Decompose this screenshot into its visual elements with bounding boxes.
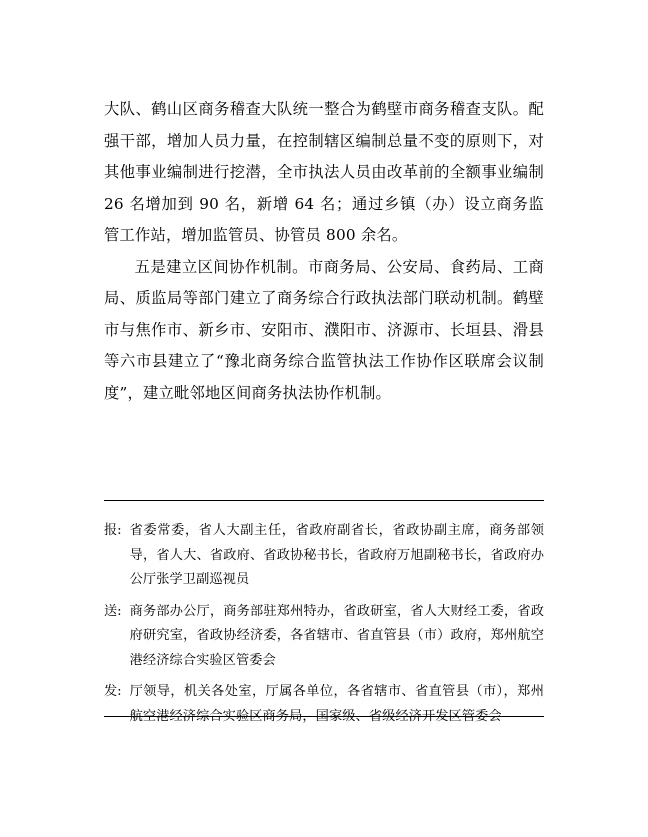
distribution-row-report [104,519,544,593]
body-paragraph-1: 大队、鹤山区商务稽查大队统一整合为鹤壁市商务稽查支队。配强干部，增加人员力量，在控制辖区编制总量不变的原则下，对其他事业编制进行挖潜，全市执法人员由改革前的全额事业编制 26 名增加到 90 名，新增 64 名；通过乡镇（办）设立商务监管工作站，增加监管员、协管员 800 余名。 [104,100,544,244]
distribution-text-issue: 厅领导，机关各处室，厅属各单位，各省辖市、省直管县（市），郑州航空港经济综合实验区商务局，国家级、省级经济开发区管委会 [129,684,544,724]
distribution-label-report: 报: [104,523,122,538]
distribution-list [104,519,544,736]
horizontal-rule [104,716,544,717]
distribution-text-send: 商务部办公厅，商务部驻郑州特办，省政研室，省人大财经工委，省政府研究室，省政协经济委，各省辖市、省直管县（市）政府，郑州航空港经济综合实验区管委会 [129,603,544,668]
distribution-text-report: 省委常委，省人大副主任，省政府副省长，省政协副主席，商务部领导，省人大、省政府、省政协秘书长，省政府万旭副秘书长，省政府办公厅张学卫副巡视员 [129,523,544,587]
distribution-row-issue [104,680,544,729]
distribution-bottom-divider [104,716,544,717]
document-body [104,0,544,409]
body-paragraph-2: 五是建立区间协作机制。市商务局、公安局、食药局、工商局、质监局等部门建立了商务综合行政执法部门联动机制。鹤壁市与焦作市、新乡市、安阳市、濮阳市、济源市、长垣县、滑县等六市县建立了“豫北商务综合监管执法工作协作区联席会议制度”，建立毗邻地区间商务执法协作机制。 [104,257,544,402]
distribution-top-divider [104,500,544,501]
distribution-label-issue: 发: [104,684,122,699]
distribution-row-send [104,600,544,674]
horizontal-rule [104,500,544,501]
distribution-label-send: 送: [104,603,122,619]
